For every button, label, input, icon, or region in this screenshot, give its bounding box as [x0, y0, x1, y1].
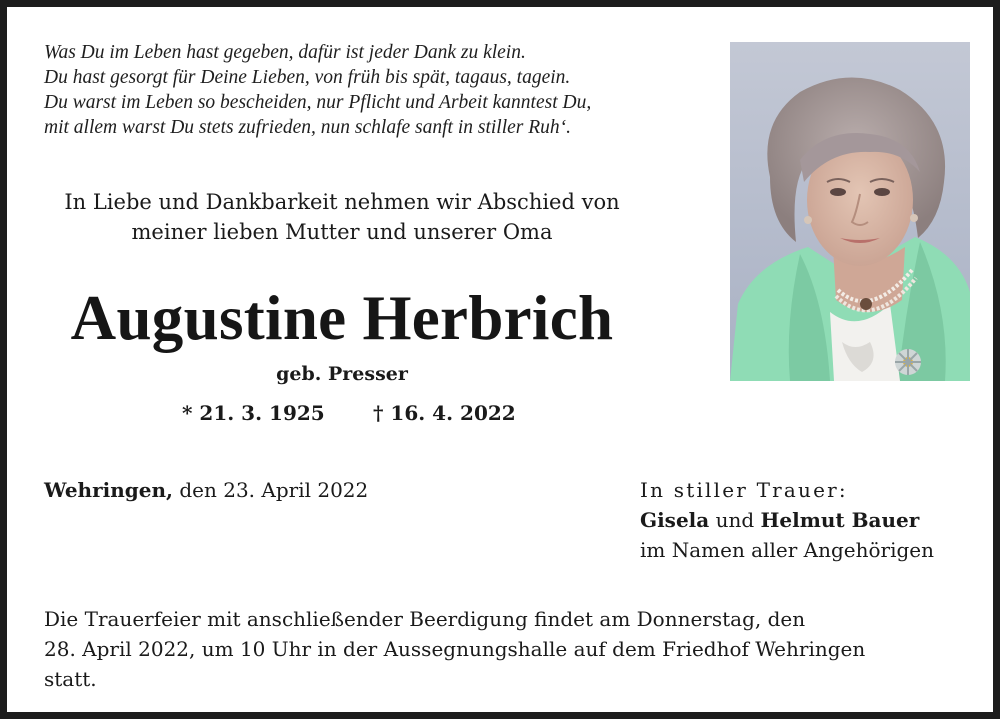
funeral-service-info — [44, 604, 974, 694]
intro-line: meiner lieben Mutter und unserer Oma — [131, 220, 553, 244]
poem-line: mit allem warst Du stets zufrieden, nun schlafe sanft in stiller Ruh‘. — [44, 117, 572, 138]
portrait-photo-icon — [730, 42, 970, 381]
mourner-second: Helmut Bauer — [760, 508, 920, 532]
place-name: Wehringen, — [44, 478, 173, 502]
notice-date: den 23. April 2022 — [172, 478, 369, 502]
poem-line: Du warst im Leben so bescheiden, nur Pflicht und Arbeit kanntest Du, — [44, 92, 592, 113]
deceased-name: Augustine Herbrich — [70, 283, 614, 353]
place-and-date — [44, 476, 368, 504]
mourner-conjunction: und — [709, 508, 761, 532]
mourners-names — [640, 505, 980, 535]
birth-date: * 21. 3. 1925 — [182, 401, 325, 425]
mourner-first: Gisela — [640, 508, 710, 532]
portrait-photo — [730, 42, 970, 381]
mourners-block — [640, 475, 980, 565]
maiden-name: geb. Presser — [276, 363, 408, 385]
service-line: 28. April 2022, um 10 Uhr in der Aussegnungshalle auf dem Friedhof Wehringen — [44, 637, 866, 661]
mourners-closing: im Namen aller Angehörigen — [640, 538, 935, 562]
intro-line: In Liebe und Dankbarkeit nehmen wir Abschied von — [64, 190, 620, 214]
memorial-poem — [44, 40, 724, 140]
life-dates — [182, 399, 542, 427]
service-line: Die Trauerfeier mit anschließender Beerdigung findet am Donnerstag, den — [44, 607, 806, 631]
mourners-heading: In stiller Trauer: — [640, 478, 848, 502]
poem-line: Was Du im Leben hast gegeben, dafür ist jeder Dank zu klein. — [44, 42, 526, 63]
death-date: † 16. 4. 2022 — [373, 401, 516, 425]
poem-line: Du hast gesorgt für Deine Lieben, von früh bis spät, tagaus, tagein. — [44, 67, 571, 88]
service-line: statt. — [44, 667, 97, 691]
farewell-intro — [27, 187, 657, 247]
